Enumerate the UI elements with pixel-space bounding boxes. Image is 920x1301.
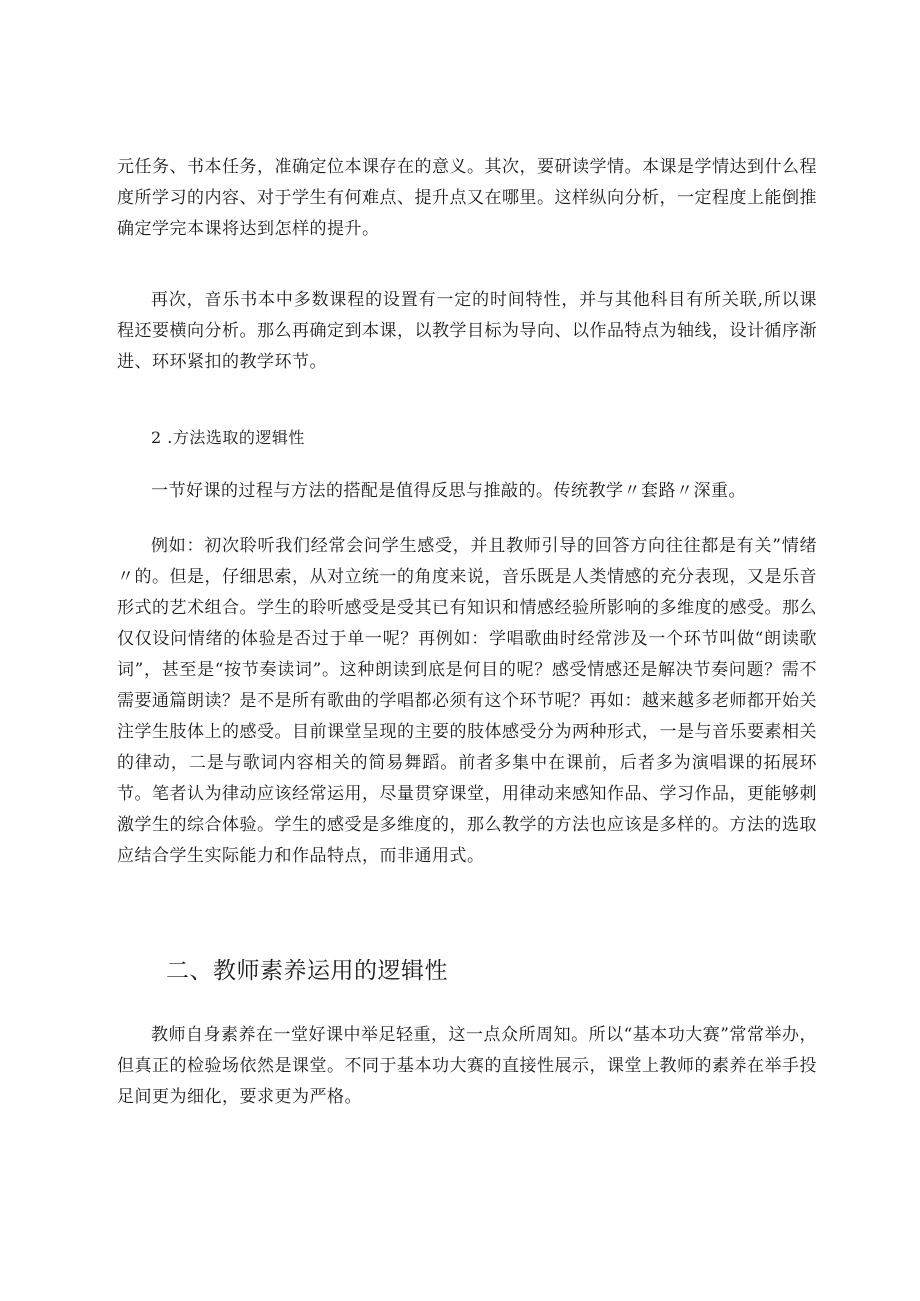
paragraph-teacher-literacy: 教师自身素养在一堂好课中举足轻重，这一点众所周知。所以“基本功大赛”常常举办，但真正的检验场依然是课堂。不同于基本功大赛的直接性展示，课堂上教师的素养在举手投足间更为细化，要求更为严格。: [117, 1025, 817, 1107]
subheading-method-logic: 2 .方法选取的逻辑性: [151, 428, 305, 447]
paragraph-task-positioning: 元任务、书本任务，准确定位本课存在的意义。其次，要研读学情。本课是学情达到什么程度所学习的内容、对于学生有何难点、提升点又在哪里。这样纵向分析，一定程度上能倒推确定学完本课将达到怎样的提升。: [117, 157, 817, 239]
paragraph-horizontal-analysis: 再次，音乐书本中多数课程的设置有一定的时间特性，并与其他科目有所关联,所以课程还要横向分析。那么再确定到本课，以教学目标为导向、以作品特点为轴线，设计循序渐进、环环紧扣的教学环节。: [117, 290, 817, 372]
paragraph-examples: 例如：初次聆听我们经常会问学生感受，并且教师引导的回答方向往往都是有关”情绪〃的。但是，仔细思索，从对立统一的角度来说，音乐既是人类情感的充分表现，又是乐音形式的艺术组合。学生的聆听感受是受其已有知识和情感经验所影响的多维度的感受。那么仅仅设问情绪的体验是否过于单一呢？再例如：学唱歌曲时经常涉及一个环节叫做“朗读歌词”，甚至是“按节奏读词”。这种朗读到底是何目的呢？感受情感还是解决节奏问题？需不需要通篇朗读？是不是所有歌曲的学唱都必须有这个环节呢？再如：越来越多老师都开始关注学生肢体上的感受。目前课堂呈现的主要的肢体感受分为两种形式，一是与音乐要素相关的律动，二是与歌词内容相关的简易舞蹈。前者多集中在课前，后者多为演唱课的拓展环节。笔者认为律动应该经常运用，尽量贯穿课堂，用律动来感知作品、学习作品，更能够刺激学生的综合体验。学生的感受是多维度的，那么教学的方法也应该是多样的。方法的选取应结合学生实际能力和作品特点，而非通用式。: [117, 536, 817, 866]
section-heading-teacher-literacy: 二、教师素养运用的逻辑性: [166, 958, 448, 984]
paragraph-good-lesson: 一节好课的过程与方法的搭配是值得反思与推敲的。传统教学〃套路〃深重。: [151, 481, 746, 501]
